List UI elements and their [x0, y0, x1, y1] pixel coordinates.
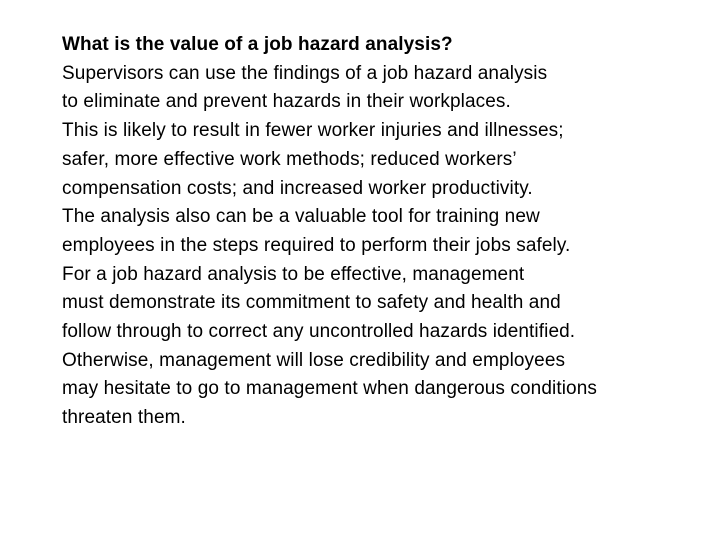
- body-line: For a job hazard analysis to be effective, management: [62, 263, 525, 285]
- body-line: This is likely to result in fewer worker injuries and illnesses;: [62, 120, 564, 142]
- body-line: must demonstrate its commitment to safety and health and: [62, 292, 561, 314]
- body-line: Supervisors can use the findings of a job hazard analysis: [62, 62, 548, 84]
- slide-body-text: [62, 31, 712, 433]
- body-line: The analysis also can be a valuable tool for training new: [62, 206, 540, 228]
- body-line: may hesitate to go to management when dangerous conditions: [62, 378, 597, 400]
- body-line: Otherwise, management will lose credibility and employees: [62, 349, 566, 371]
- body-line: follow through to correct any uncontrolled hazards identified.: [62, 321, 576, 343]
- body-line: safer, more effective work methods; reduced workers’: [62, 148, 517, 170]
- body-line: employees in the steps required to perform their jobs safely.: [62, 234, 571, 256]
- body-line: threaten them.: [62, 407, 186, 429]
- body-line: to eliminate and prevent hazards in their workplaces.: [62, 91, 511, 113]
- body-line: compensation costs; and increased worker productivity.: [62, 177, 533, 199]
- slide-heading: What is the value of a job hazard analysis?: [62, 34, 453, 55]
